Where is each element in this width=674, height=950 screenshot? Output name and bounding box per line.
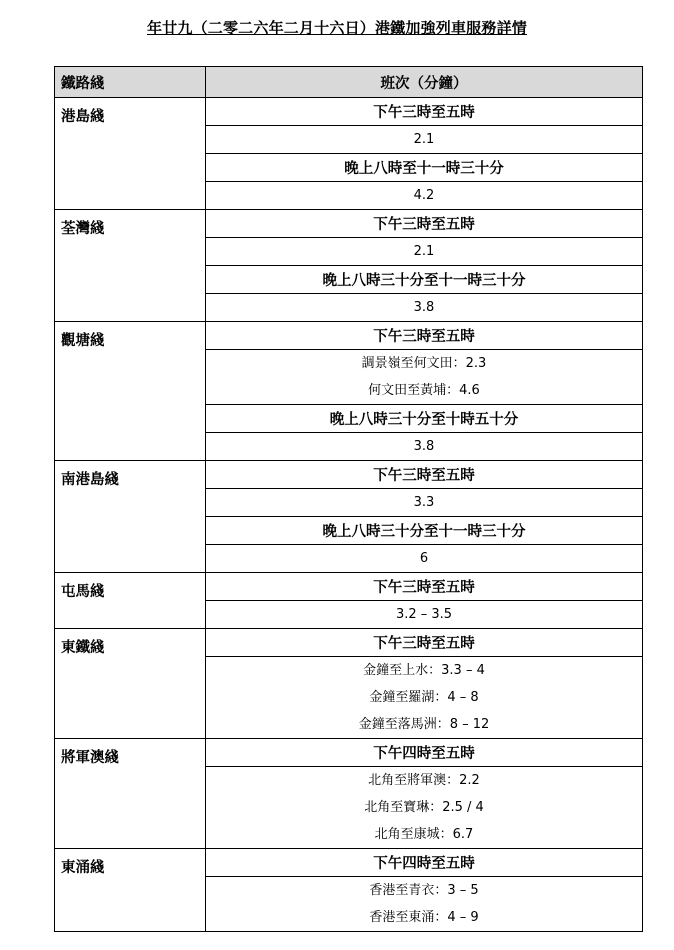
frequency-value: 香港至東涌：4 – 9 xyxy=(369,910,479,925)
line-name: 荃灣綫 xyxy=(55,210,206,322)
line-name: 屯馬綫 xyxy=(55,573,206,629)
frequency-cell xyxy=(206,489,643,517)
table-row xyxy=(55,322,643,350)
table-row xyxy=(55,98,643,126)
time-period: 下午三時至五時 xyxy=(206,461,643,489)
service-table xyxy=(54,66,643,932)
line-name: 將軍澳綫 xyxy=(55,739,206,849)
frequency-value: 6 xyxy=(419,551,429,566)
table-row xyxy=(55,461,643,489)
frequency-value: 北角至康城：6.7 xyxy=(374,827,474,842)
time-period: 下午三時至五時 xyxy=(206,210,643,238)
frequency-cell xyxy=(206,126,643,154)
time-period: 下午三時至五時 xyxy=(206,629,643,657)
time-period: 晚上八時三十分至十一時三十分 xyxy=(206,266,643,294)
time-period: 晚上八時三十分至十時五十分 xyxy=(206,405,643,433)
frequency-cell xyxy=(206,433,643,461)
frequency-value: 金鐘至羅湖：4 – 8 xyxy=(369,690,479,705)
frequency-value: 金鐘至落馬洲：8 – 12 xyxy=(358,717,490,732)
table-row xyxy=(55,573,643,601)
frequency-cell xyxy=(206,294,643,322)
time-period: 下午四時至五時 xyxy=(206,849,643,877)
line-name: 南港島綫 xyxy=(55,461,206,573)
time-period: 下午四時至五時 xyxy=(206,739,643,767)
frequency-cell xyxy=(206,545,643,573)
time-period: 下午三時至五時 xyxy=(206,98,643,126)
frequency-value: 2.1 xyxy=(413,132,435,147)
frequency-cell xyxy=(206,767,643,849)
frequency-cell xyxy=(206,238,643,266)
frequency-value: 調景嶺至何文田：2.3 xyxy=(361,356,487,371)
frequency-value: 香港至青衣：3 – 5 xyxy=(369,883,479,898)
frequency-value: 金鐘至上水：3.3 – 4 xyxy=(363,663,485,678)
table-row xyxy=(55,849,643,877)
line-name: 東涌綫 xyxy=(55,849,206,932)
table-header-row xyxy=(55,67,643,98)
table-row xyxy=(55,739,643,767)
line-name: 東鐵綫 xyxy=(55,629,206,739)
document-title: 年廿九（二零二六年二月十六日）港鐵加強列車服務詳情 xyxy=(146,19,527,37)
frequency-value: 3.2 – 3.5 xyxy=(395,607,453,622)
header-frequency: 班次（分鐘） xyxy=(206,67,643,98)
frequency-value: 2.1 xyxy=(413,244,435,259)
frequency-value: 何文田至黃埔：4.6 xyxy=(368,383,480,398)
frequency-cell xyxy=(206,601,643,629)
frequency-value: 3.8 xyxy=(413,300,435,315)
frequency-value: 3.3 xyxy=(413,495,435,510)
table-row xyxy=(55,629,643,657)
frequency-cell xyxy=(206,182,643,210)
frequency-value: 北角至將軍澳：2.2 xyxy=(368,773,480,788)
time-period: 下午三時至五時 xyxy=(206,322,643,350)
line-name: 觀塘綫 xyxy=(55,322,206,461)
time-period: 晚上八時至十一時三十分 xyxy=(206,154,643,182)
time-period: 下午三時至五時 xyxy=(206,573,643,601)
frequency-cell xyxy=(206,350,643,405)
table-body xyxy=(55,98,643,932)
line-name: 港島綫 xyxy=(55,98,206,210)
frequency-cell xyxy=(206,657,643,739)
frequency-value: 3.8 xyxy=(413,439,435,454)
frequency-cell xyxy=(206,877,643,932)
time-period: 晚上八時三十分至十一時三十分 xyxy=(206,517,643,545)
header-line: 鐵路綫 xyxy=(55,67,206,98)
frequency-value: 北角至寶琳：2.5 / 4 xyxy=(364,800,484,815)
table-row xyxy=(55,210,643,238)
frequency-value: 4.2 xyxy=(413,188,435,203)
